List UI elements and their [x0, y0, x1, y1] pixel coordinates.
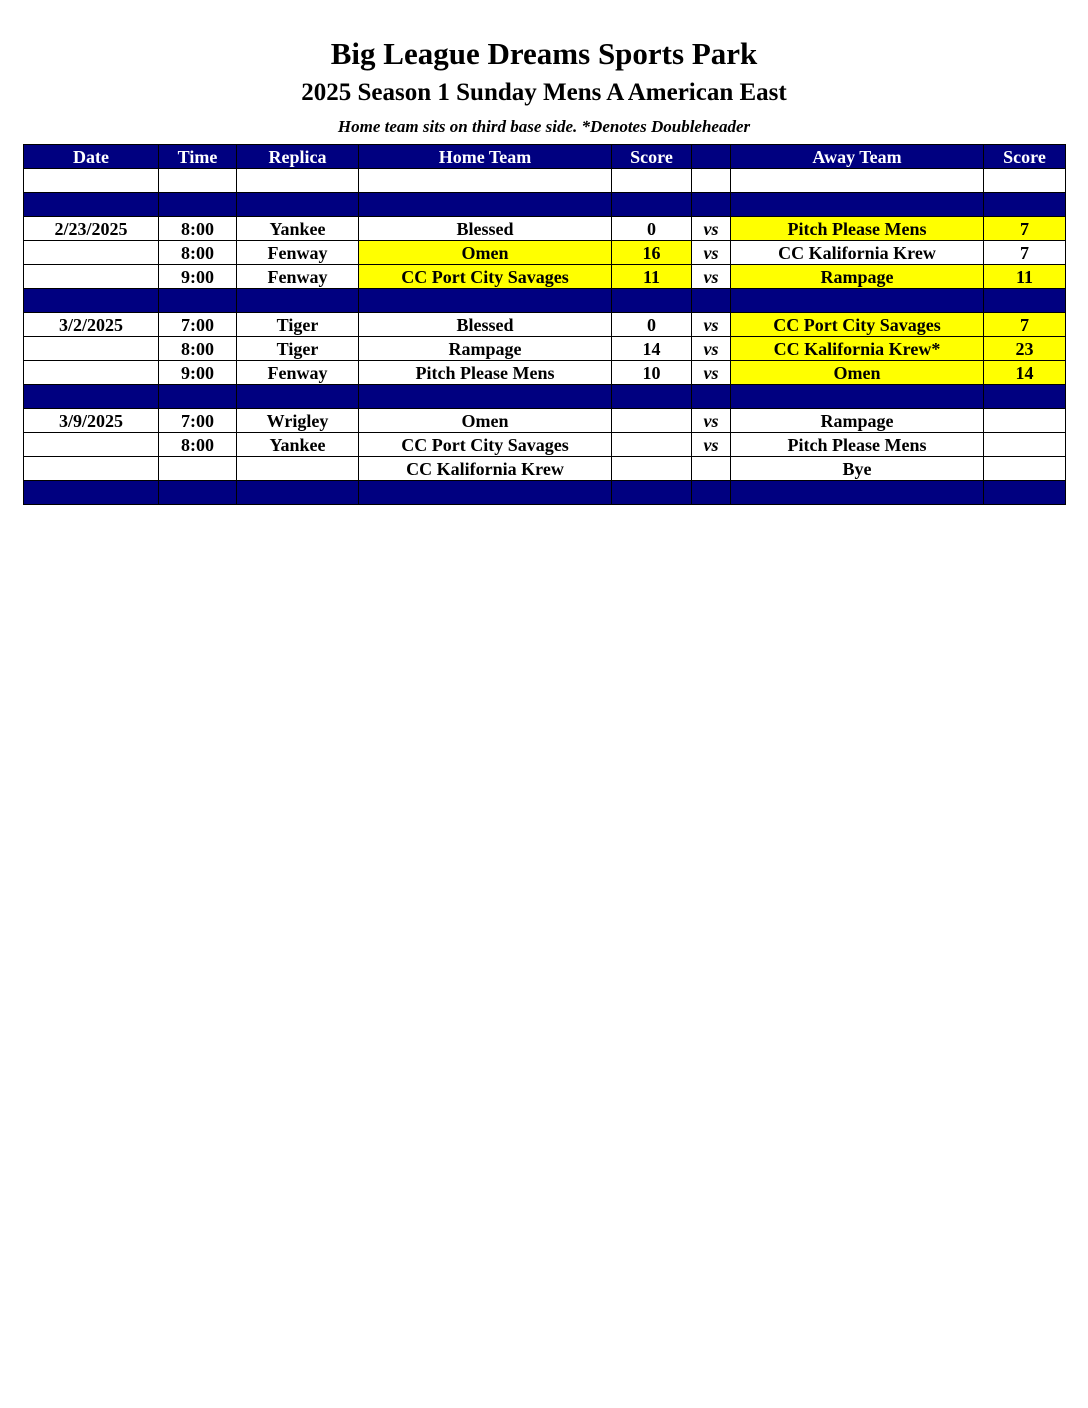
away-score-cell: 7	[984, 241, 1066, 265]
home-score-cell	[612, 433, 692, 457]
home-team-cell: Rampage	[359, 337, 612, 361]
home-team-cell	[359, 169, 612, 193]
date-cell	[24, 361, 159, 385]
away-team-cell: Pitch Please Mens	[731, 217, 984, 241]
separator-cell	[159, 193, 237, 217]
home-score-cell: 16	[612, 241, 692, 265]
vs-cell: vs	[692, 433, 731, 457]
home-score-cell: 10	[612, 361, 692, 385]
separator-cell	[612, 481, 692, 505]
away-team-cell: CC Kalifornia Krew	[731, 241, 984, 265]
separator-cell	[24, 193, 159, 217]
time-cell: 8:00	[159, 217, 237, 241]
away-team-cell: Rampage	[731, 409, 984, 433]
away-team-cell: CC Port City Savages	[731, 313, 984, 337]
home-score-cell	[612, 409, 692, 433]
home-team-cell: Omen	[359, 241, 612, 265]
away-team-cell: Pitch Please Mens	[731, 433, 984, 457]
time-cell: 8:00	[159, 433, 237, 457]
away-team-cell: Bye	[731, 457, 984, 481]
vs-cell: vs	[692, 241, 731, 265]
separator-cell	[359, 481, 612, 505]
vs-cell: vs	[692, 265, 731, 289]
column-header-date: Date	[24, 145, 159, 169]
time-cell: 9:00	[159, 361, 237, 385]
time-cell	[159, 169, 237, 193]
away-score-cell: 7	[984, 313, 1066, 337]
separator-cell	[359, 385, 612, 409]
away-score-cell	[984, 409, 1066, 433]
replica-cell: Wrigley	[237, 409, 359, 433]
week-separator-row	[24, 193, 1066, 217]
vs-cell	[692, 457, 731, 481]
date-cell	[24, 457, 159, 481]
home-score-cell: 11	[612, 265, 692, 289]
away-score-cell	[984, 169, 1066, 193]
blank-row	[24, 169, 1066, 193]
vs-cell: vs	[692, 337, 731, 361]
replica-cell: Fenway	[237, 361, 359, 385]
separator-cell	[159, 289, 237, 313]
vs-cell: vs	[692, 361, 731, 385]
separator-cell	[237, 289, 359, 313]
separator-cell	[24, 289, 159, 313]
home-team-cell: Blessed	[359, 313, 612, 337]
separator-cell	[24, 481, 159, 505]
time-cell: 7:00	[159, 409, 237, 433]
home-score-cell: 0	[612, 313, 692, 337]
separator-cell	[984, 385, 1066, 409]
separator-cell	[984, 289, 1066, 313]
away-team-cell: Omen	[731, 361, 984, 385]
game-row	[24, 457, 1066, 481]
schedule-note: Home team sits on third base side. *Denotes Doubleheader	[337, 117, 751, 136]
column-header-time: Time	[159, 145, 237, 169]
separator-cell	[237, 193, 359, 217]
vs-cell: vs	[692, 217, 731, 241]
separator-cell	[237, 481, 359, 505]
separator-cell	[237, 385, 359, 409]
replica-cell	[237, 457, 359, 481]
replica-cell: Tiger	[237, 337, 359, 361]
vs-cell: vs	[692, 313, 731, 337]
home-team-cell: Pitch Please Mens	[359, 361, 612, 385]
time-cell: 8:00	[159, 241, 237, 265]
away-score-cell: 14	[984, 361, 1066, 385]
away-team-cell: CC Kalifornia Krew*	[731, 337, 984, 361]
home-score-cell: 14	[612, 337, 692, 361]
week-separator-row	[24, 385, 1066, 409]
game-row	[24, 217, 1066, 241]
time-cell: 8:00	[159, 337, 237, 361]
date-cell	[24, 169, 159, 193]
date-cell: 3/9/2025	[24, 409, 159, 433]
replica-cell: Yankee	[237, 217, 359, 241]
game-row	[24, 337, 1066, 361]
home-team-cell: Omen	[359, 409, 612, 433]
game-row	[24, 265, 1066, 289]
week-separator-row	[24, 289, 1066, 313]
separator-cell	[731, 385, 984, 409]
week-separator-row	[24, 481, 1066, 505]
time-cell	[159, 457, 237, 481]
separator-cell	[612, 385, 692, 409]
time-cell: 7:00	[159, 313, 237, 337]
game-row	[24, 433, 1066, 457]
replica-cell: Fenway	[237, 265, 359, 289]
away-team-cell	[731, 169, 984, 193]
replica-cell	[237, 169, 359, 193]
column-header-away-score: Score	[984, 145, 1066, 169]
schedule-body	[24, 169, 1066, 505]
game-row	[24, 241, 1066, 265]
away-team-cell: Rampage	[731, 265, 984, 289]
away-score-cell: 23	[984, 337, 1066, 361]
separator-cell	[159, 385, 237, 409]
home-score-cell: 0	[612, 217, 692, 241]
home-team-cell: Blessed	[359, 217, 612, 241]
column-header-replica: Replica	[237, 145, 359, 169]
home-team-cell: CC Port City Savages	[359, 433, 612, 457]
date-cell	[24, 337, 159, 361]
date-cell	[24, 265, 159, 289]
separator-cell	[731, 289, 984, 313]
schedule-table	[23, 144, 1066, 505]
separator-cell	[692, 193, 731, 217]
date-cell	[24, 241, 159, 265]
separator-cell	[984, 481, 1066, 505]
date-cell: 2/23/2025	[24, 217, 159, 241]
away-score-cell	[984, 433, 1066, 457]
separator-cell	[692, 289, 731, 313]
separator-cell	[984, 193, 1066, 217]
vs-cell: vs	[692, 409, 731, 433]
separator-cell	[612, 193, 692, 217]
page-title: Big League Dreams Sports Park	[330, 36, 758, 71]
separator-cell	[359, 289, 612, 313]
column-header-home-team: Home Team	[359, 145, 612, 169]
separator-cell	[692, 481, 731, 505]
replica-cell: Fenway	[237, 241, 359, 265]
replica-cell: Tiger	[237, 313, 359, 337]
home-score-cell	[612, 457, 692, 481]
home-score-cell	[612, 169, 692, 193]
separator-cell	[731, 481, 984, 505]
date-cell	[24, 433, 159, 457]
column-header-vs	[692, 145, 731, 169]
game-row	[24, 361, 1066, 385]
separator-cell	[359, 193, 612, 217]
separator-cell	[692, 385, 731, 409]
separator-cell	[612, 289, 692, 313]
separator-cell	[24, 385, 159, 409]
page-subtitle: 2025 Season 1 Sunday Mens A American East	[301, 79, 787, 106]
vs-cell	[692, 169, 731, 193]
home-team-cell: CC Kalifornia Krew	[359, 457, 612, 481]
replica-cell: Yankee	[237, 433, 359, 457]
game-row	[24, 409, 1066, 433]
away-score-cell: 7	[984, 217, 1066, 241]
home-team-cell: CC Port City Savages	[359, 265, 612, 289]
header-row	[24, 145, 1066, 169]
column-header-home-score: Score	[612, 145, 692, 169]
away-score-cell: 11	[984, 265, 1066, 289]
separator-cell	[731, 193, 984, 217]
away-score-cell	[984, 457, 1066, 481]
column-header-away-team: Away Team	[731, 145, 984, 169]
separator-cell	[159, 481, 237, 505]
game-row	[24, 313, 1066, 337]
time-cell: 9:00	[159, 265, 237, 289]
date-cell: 3/2/2025	[24, 313, 159, 337]
